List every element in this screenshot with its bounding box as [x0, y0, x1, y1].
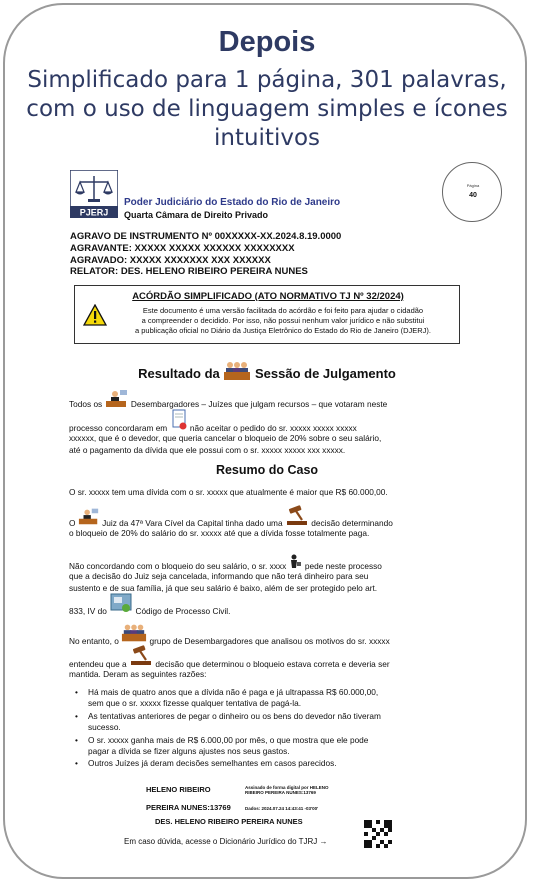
- qr-code[interactable]: [364, 820, 392, 848]
- paragraph-summary-9: entendeu que a decisão que determinou o bloqueio estava correta e deveria ser: [69, 657, 390, 670]
- seal-label: Página: [466, 183, 480, 188]
- gavel-icon: [129, 657, 153, 667]
- paragraph-summary-3: o bloqueio de 20% do salário do sr. xxxxx até que a dívida fosse totalmente paga.: [69, 528, 370, 538]
- paragraph-summary-4: Não concordando com o bloqueio do seu salário, o sr. xxxx pede neste processo: [69, 559, 382, 572]
- chamber-name: Quarta Câmara de Direito Privado: [124, 210, 269, 220]
- summary-heading: Resumo do Caso: [215, 463, 319, 477]
- judges-panel-icon: [121, 634, 147, 644]
- digital-signature-note: Assinado de forma digital por HELENO RIBEIRO PEREIRA NUNES:13769: [245, 785, 329, 795]
- court-name: Poder Judiciário do Estado do Rio de Janeiro: [124, 197, 341, 208]
- case-number: AGRAVO DE INSTRUMENTO Nº 00XXXXX-XX.2024.8.19.0000: [70, 231, 342, 242]
- paragraph-summary-2: O Juiz da 47ª Vara Cível da Capital tinha dado uma decisão determinando: [69, 516, 393, 529]
- paragraph-summary-1: O sr. xxxxx tem uma dívida com o sr. xxxxx que atualmente é maior que R$ 60.000,00.: [69, 487, 388, 497]
- list-item: • Há mais de quatro anos que a dívida não é paga e já ultrapassa R$ 60.000,00, sem que o sr. xxxxx fizesse qualquer tentativa de pagá-la.: [75, 687, 379, 708]
- signature-date: Dados: 2024.07.24 14:43:41 -03'00': [245, 806, 319, 811]
- rejected-document-icon: [170, 421, 188, 431]
- pjerj-logo: [70, 170, 118, 218]
- debtor-icon: [289, 559, 303, 569]
- warning-icon: [83, 304, 107, 326]
- paragraph-result-4: até o pagamento da dívida que ele possui com o sr. xxxxx xxxxx xxx xxxxx.: [69, 445, 346, 455]
- civil-code-book-icon: [109, 604, 133, 614]
- result-heading: Resultado da Sessão de Julgamento: [0, 360, 534, 381]
- page-subtitle: Simplificado para 1 página, 301 palavras, com o uso de linguagem simples e ícones intuitivos: [26, 67, 508, 151]
- page-number: 40: [469, 192, 477, 199]
- page-seal: [442, 162, 502, 222]
- judge-icon: [105, 397, 129, 407]
- relator-name: DES. HELENO RIBEIRO PEREIRA NUNES: [155, 817, 303, 826]
- notice-title: ACÓRDÃO SIMPLIFICADO (ATO NORMATIVO TJ Nº 32/2024): [132, 291, 404, 302]
- list-item: • O sr. xxxxx ganha mais de R$ 6.000,00 por mês, o que mostra que ele pode pagar a dívida se fizer alguns ajustes nos seus gastos.: [75, 735, 369, 756]
- gavel-icon: [285, 516, 309, 526]
- logo-text: PJERJ: [79, 207, 109, 218]
- judges-panel-icon: [223, 360, 251, 378]
- paragraph-summary-6: sustento e de sua família, já que seu salário é baixo, além de ser protegido pelo art.: [69, 583, 378, 593]
- case-rapporteur: RELATOR: DES. HELENO RIBEIRO PEREIRA NUNES: [70, 266, 308, 277]
- paragraph-result-3: xxxxxx, que é o devedor, que queria cancelar o bloqueio de 20% sobre o seu salário,: [69, 433, 382, 443]
- list-item: • As tentativas anteriores de pegar o dinheiro ou os bens do devedor não tiveram sucesso.: [75, 711, 381, 732]
- paragraph-result-1: Todos os Desembargadores – Juízes que julgam recursos – que votaram neste: [69, 397, 387, 410]
- case-appellee: AGRAVADO: XXXXX XXXXXXX XXX XXXXXX: [70, 255, 271, 266]
- signer-name-line-2: PEREIRA NUNES:13769: [146, 803, 231, 812]
- paragraph-summary-8: No entanto, o grupo de Desembargadores que analisou os motivos do sr. xxxxx: [69, 634, 390, 647]
- case-appellant: AGRAVANTE: XXXXX XXXXX XXXXXX XXXXXXXX: [70, 243, 295, 254]
- paragraph-summary-5: que a decisão do Juiz seja cancelada, informando que não terá dinheiro para seu: [69, 571, 369, 581]
- list-item: • Outros Juízes já deram decisões semelhantes em casos parecidos.: [75, 758, 337, 768]
- footer-note: Em caso dúvida, acesse o Dicionário Jurídico do TJRJ →: [124, 837, 328, 846]
- paragraph-result-2: processo concordaram em não aceitar o pedido do sr. xxxxx xxxxx xxxxx: [69, 421, 357, 434]
- paragraph-summary-10: mantida. Deram as seguintes razões:: [69, 669, 207, 679]
- signer-name-line-1: HELENO RIBEIRO: [146, 785, 211, 794]
- paragraph-summary-7: 833, IV do Código de Processo Civil.: [69, 604, 230, 617]
- judge-icon: [78, 516, 100, 526]
- notice-text: Este documento é uma versão facilitada do acórdão e foi feito para ajudar o cidadão a compreender o decidido. Por isso, não possui nenhum valor jurídico e não substitui a publicação oficial no Diário da Justiça Eletrônico do Estado do Rio de Janeiro (DJERJ).: [135, 306, 431, 335]
- page-title: Depois: [218, 26, 316, 58]
- notice-box: [74, 285, 460, 344]
